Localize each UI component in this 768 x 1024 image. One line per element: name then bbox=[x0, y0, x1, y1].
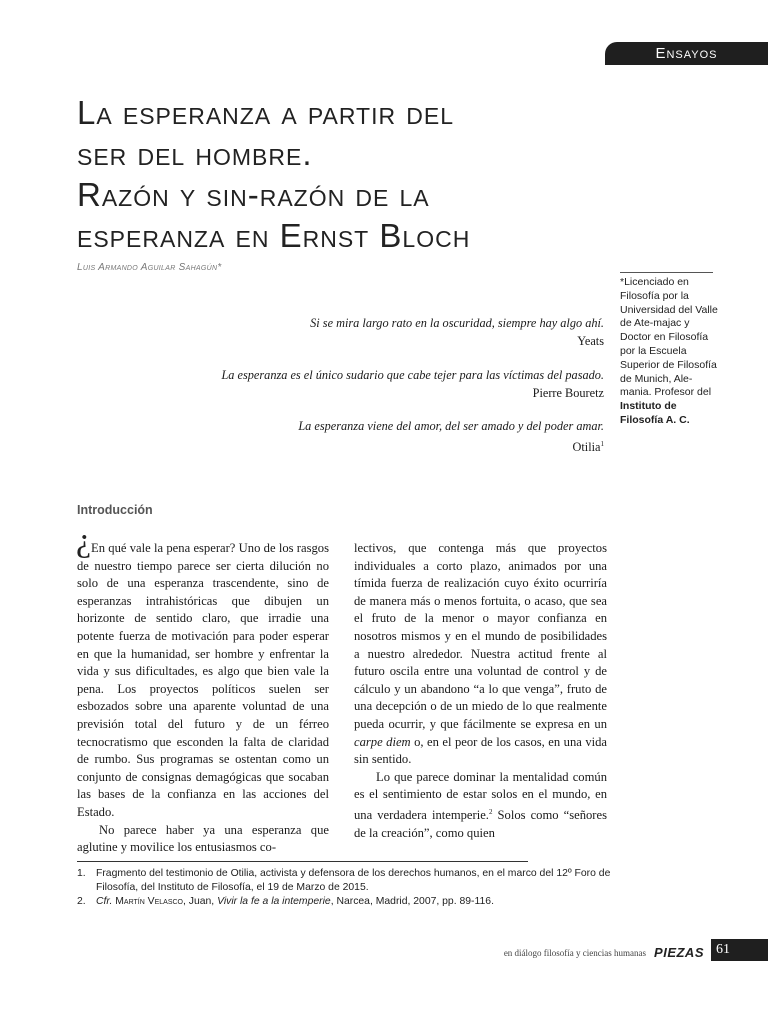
paragraph: No parece haber ya una esperanza que aglutine y movilice los entusiasmos co- bbox=[77, 822, 329, 855]
paragraph-text: Lo que parece dominar la mentalidad común es el sentimiento de estar solos en el mundo, en una verdadera intemperie. bbox=[354, 769, 607, 823]
text-column-right bbox=[354, 540, 607, 842]
sidenote-institution: Instituto de Filosofía A. C. bbox=[620, 400, 690, 426]
footnote-work: Vivir la fe a la intemperie bbox=[217, 896, 331, 908]
footnote bbox=[77, 867, 617, 895]
page-footer bbox=[504, 945, 704, 960]
footnote-text: , Narcea, Madrid, 2007, pp. 89-116. bbox=[330, 896, 494, 908]
drop-character: ¿ bbox=[76, 522, 92, 559]
footnote-text: , Juan, bbox=[183, 896, 218, 908]
footnotes bbox=[77, 867, 617, 910]
footnote-number: 1. bbox=[77, 868, 86, 879]
paragraph-text: o, en el peor de los casos, en una vida sin sentido. bbox=[354, 734, 607, 767]
footnote-author: Martín Velasco bbox=[115, 896, 183, 908]
footnote-text: Fragmento del testimonio de Otilia, activista y defensora de los derechos humanos, en el marco del 12º Foro de Filosofía, del Instituto de Filosofía, el 19 de Marzo de 2015. bbox=[96, 868, 611, 894]
title-line: ser del hombre. bbox=[77, 135, 313, 172]
emphasis-text: carpe diem bbox=[354, 734, 411, 749]
epigraph-author bbox=[298, 435, 604, 456]
piezas-logo: PIEZAS bbox=[654, 945, 704, 960]
paragraph bbox=[354, 769, 607, 843]
epigraph bbox=[310, 314, 604, 350]
title-line: esperanza en Ernst Bloch bbox=[77, 217, 471, 254]
title-line: Razón y sin-razón de la bbox=[77, 176, 430, 213]
footnote-ref: 2 bbox=[488, 807, 493, 816]
footer-tagline: en diálogo filosofía y ciencias humanas bbox=[503, 947, 647, 958]
epigraph-author: Yeats bbox=[577, 334, 604, 348]
sidenote-rule bbox=[620, 272, 713, 273]
epigraph bbox=[298, 417, 604, 456]
footnote-cfr: Cfr. bbox=[96, 896, 113, 908]
article-title bbox=[77, 92, 597, 256]
epigraph-quote: Si se mira largo rato en la oscuridad, siempre hay algo ahí. bbox=[310, 316, 604, 330]
footnote-number: 2. bbox=[77, 896, 86, 908]
section-tab: Ensayos bbox=[605, 42, 768, 65]
sidenote-text: *Licenciado en Filosofía por la Universidad del Valle de Ate-majac y Doctor en Filosofía por la Escuela Superior de Filosofía de Munich, Ale-mania. Profesor del bbox=[620, 276, 718, 399]
page-number: 61 bbox=[711, 939, 768, 961]
paragraph-text: Solos como “señores de la creación”, como quien bbox=[354, 808, 607, 840]
epigraph bbox=[221, 366, 604, 402]
text-column-left bbox=[77, 540, 329, 857]
footnote-ref: 1 bbox=[600, 440, 604, 448]
epigraph-quote: La esperanza viene del amor, del ser amado y del poder amar. bbox=[298, 419, 604, 433]
section-heading: Introducción bbox=[77, 503, 153, 517]
epigraph-author-name: Otilia bbox=[572, 440, 601, 455]
epigraph-quote: La esperanza es el único sudario que cabe tejer para las víctimas del pasado. bbox=[221, 368, 604, 382]
footnote-rule bbox=[77, 861, 528, 862]
paragraph bbox=[354, 540, 607, 769]
author-sidenote bbox=[620, 276, 720, 428]
title-line: La esperanza a partir del bbox=[77, 94, 454, 131]
footnote bbox=[77, 895, 617, 909]
author-byline: Luis Armando Aguilar Sahagún* bbox=[77, 262, 222, 273]
paragraph: En qué vale la pena esperar? Uno de los rasgos de nuestro tiempo parece ser cierta dilución no solo de una esperanza trascendente, sino de esperanzas intrahistóricas que dibujen un horizonte de sentido claro, que irradie una potente fuerza de motivación para poder esperar en que la humanidad, ser hombre y enfrentar la vida y sus dificultades, es algo que bien vale la pena. Los proyectos políticos suelen ser esbozados sobre una aparente voluntad de una previsión total del futuro y de un férreo tecnocratismo que esconden la falta de claridad de rumbo. Sus programas se ostentan como un conjunto de consignas demagógicas que socaban las bases de la confianza en las acciones del Estado. bbox=[77, 541, 329, 819]
epigraph-author: Pierre Bouretz bbox=[532, 386, 604, 400]
paragraph-text: lectivos, que contenga más que proyectos individuales a corto plazo, animados por una tímida fuerza de realización cuyo éxito ocurriría de manera más o menos fortuita, o acaso, que sea el fruto de la menor o mayor confianza en nosotros mismos y en el mundo de posibilidades a nuestro alrededor. Nuestra actitud frente al futuro oscila entre una voluntad de control y de cálculo y un abandono “a lo que venga”, fruto de una decepción o de un miedo de lo que realmente pueda ocurrir, y que fácilmente se expresa en un bbox=[354, 541, 607, 731]
